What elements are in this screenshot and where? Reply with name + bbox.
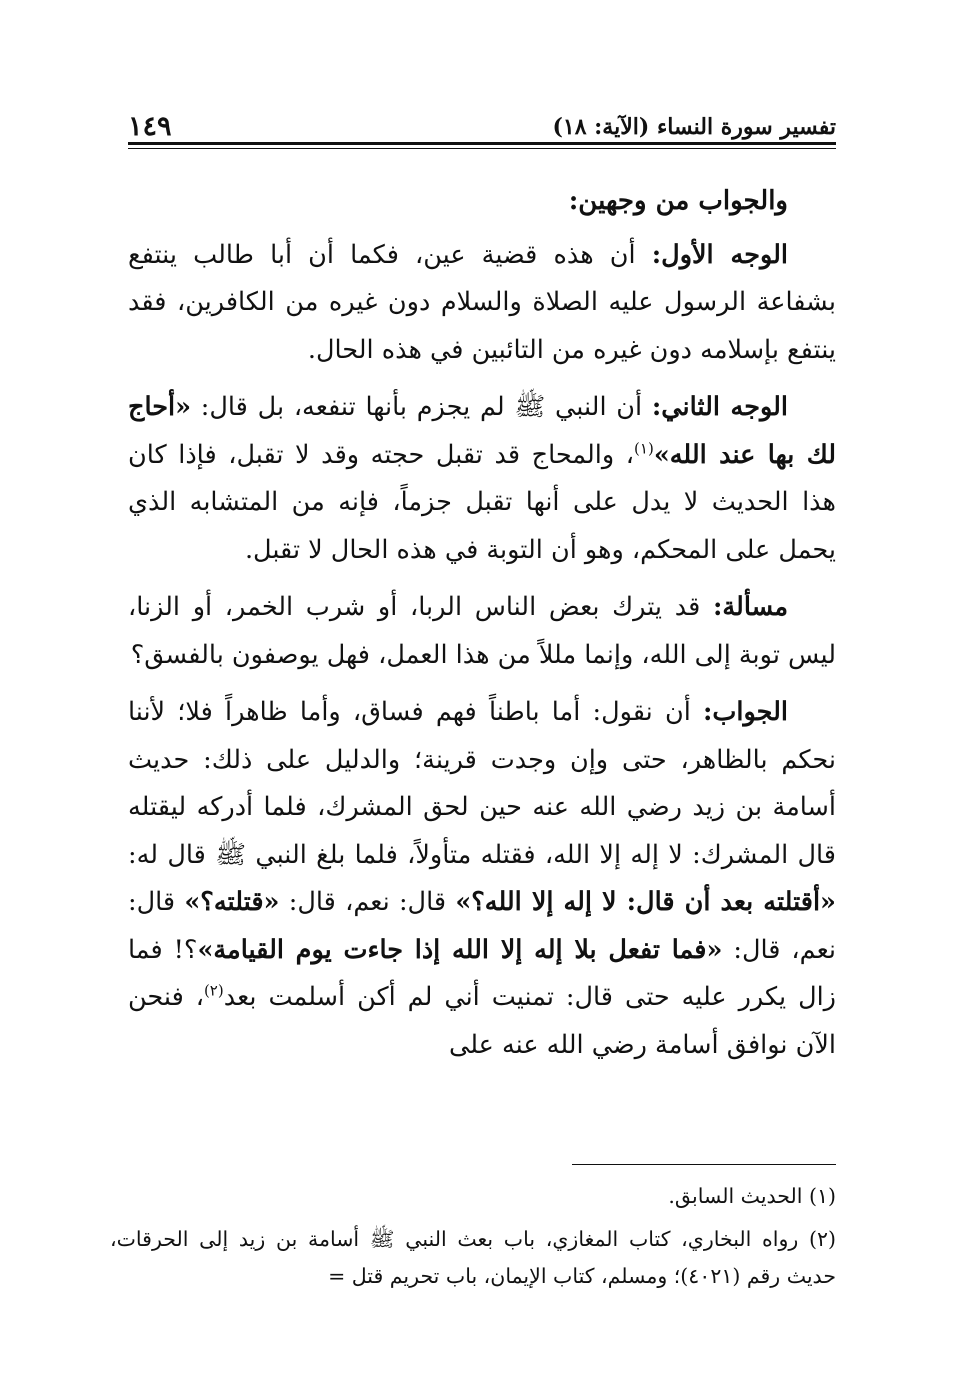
answer-text-e: ، فنحن الآن نوافق أسامة رضي الله عنه على [128, 982, 836, 1060]
paragraph-question [128, 584, 836, 679]
paragraph-first-aspect [128, 232, 836, 375]
answer-text-c: قال: نعم، قال: [128, 887, 837, 965]
header-rule-thin [128, 148, 836, 149]
paragraph-second-aspect [128, 384, 836, 574]
section-heading: والجواب من وجهين: [568, 186, 788, 216]
footnote-ref-2: (٢) [203, 981, 224, 1000]
answer-text-d: ؟! فما زال يكرر عليه حتى قال: تمنيت أني لم أكن أسلمت بعد [128, 934, 836, 1012]
first-aspect-label: الوجه الأول: [651, 239, 788, 270]
footnotes [110, 1178, 836, 1301]
footnote-2: (٢) رواه البخاري، كتاب المغازي، باب بعث النبي ﷺ أسامة بن زيد إلى الحرقات، حديث رقم (٤٠٢١)؛ ومسلم، كتاب الإيمان، باب تحريم قتل = [110, 1227, 836, 1288]
answer-text-a: أن نقول: أما باطناً فهم فساق، وأما ظاهراً فلا؛ لأننا نحكم بالظاهر، حتى وإن وجدت قرينة؛ والدليل على ذلك: حديث أسامة بن زيد رضي الله عنه حين لحق المشرك، فلما أدركه ليقتله قال المشرك: لا إله إلا الله، فقتله متأولاً، فلما بلغ النبي ﷺ قال له: [128, 697, 836, 870]
page-number: ١٤٩ [128, 111, 172, 142]
answer-label: الجواب: [703, 697, 788, 727]
hadith-quote: «أحاج لك بها عند الله» [128, 392, 837, 470]
second-aspect-text-b: ، والمحاج قد تقبل حجته وقد لا تقبل، فإذا كان هذا الحديث لا يدل على أنها تقبل جزماً، فإنه من المتشابه الذي يحمل على المحكم، وهو أن التوبة في هذه الحال لا تقبل. [128, 439, 836, 565]
hadith-quote-2: «قتلته؟» [184, 887, 280, 917]
second-aspect-text-a: أن النبي ﷺ لم يجزم بأنها تنفعه، بل قال: [191, 392, 652, 422]
main-text [128, 178, 836, 1079]
header-rule-thick [128, 142, 836, 145]
second-aspect-label: الوجه الثاني: [651, 392, 788, 422]
running-title: تفسير سورة النساء (الآية: ١٨) [552, 114, 836, 140]
hadith-quote-3: «فما تفعل بلا إله إلا الله إذا جاءت يوم القيامة» [197, 934, 723, 965]
hadith-quote-1: «أقتلته بعد أن قال: لا إله إلا الله؟» [455, 887, 836, 917]
answer-text-b: قال: نعم، قال: [279, 887, 456, 917]
footnote-separator [572, 1164, 836, 1165]
footnote-ref-1: (١) [634, 439, 654, 457]
footnote-1: (١) الحديث السابق. [668, 1184, 836, 1208]
first-aspect-text: أن هذه قضية عين، فكما أن أبا طالب ينتفع بشفاعة الرسول عليه الصلاة والسلام دون غيره من الكافرين، فقد ينتفع بإسلامه دون غيره من التائبين في هذه الحال. [128, 239, 836, 365]
question-label: مسألة: [712, 592, 788, 622]
question-text: قد يترك بعض الناس الربا، أو شرب الخمر، أو الزنا، ليس توبة إلى الله، وإنما مللاً من هذا العمل، فهل يوصفون بالفسق؟ [128, 592, 836, 670]
page-header [128, 100, 836, 142]
paragraph-answer [128, 689, 836, 1069]
